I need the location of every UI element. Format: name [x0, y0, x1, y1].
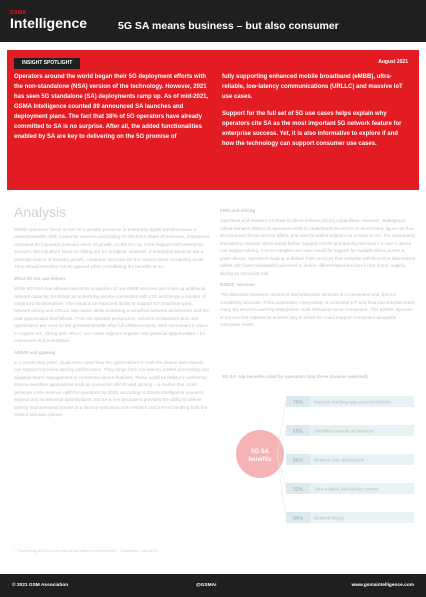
page-footer: [0, 574, 426, 597]
body-paragraph: The distinction between consumer and enterprise services is a convenient one, but not completely accurate. From automotive connectivity to consumer IoT and financial entertainment, many 5G services used by enterprises could ultimately serve consumers. This B2B2C dynamic is not new but represents another way in which SA could support consumers alongside enterprise users.: [220, 292, 416, 328]
benefit-category-label: Ultra-reliable, low-latency comms: [314, 486, 379, 492]
benefit-category-label: Network slicing: [314, 515, 344, 521]
body-paragraph: While 5G NSA has allowed operators to quickly roll out eMBB services and scale up additional network capacity, SA brings an underlying service connection with LTE and brings a number of enhanced functionalities. The result is an improved ability to support IoT (machine type), network slicing and URLLC use cases, while delivering a simplified network architecture and the cost optimization that follows. From an operator perspective, network architecture and cost optimization are cited as the greatest benefits after full enhancements. With consumers in place to support IoT, slicing and URLLC use cases support requires new potential opportunities – for consumers and enterprises.: [14, 286, 209, 344]
benefit-category-label: Network cost optimisation: [314, 457, 365, 463]
benefits-circle-label: benefits: [248, 457, 272, 463]
benefit-value-label: 60%: [292, 429, 304, 435]
chart-title: 5G SA: top benefits cited by operators (top three choices selected): [222, 374, 368, 379]
insight-spotlight-badge: INSIGHT SPOTLIGHT: [14, 58, 80, 69]
body-paragraph: In a recent blog post¹, Qualcomm noted how 5G optimizations in both the device and network can support improved latency performance. They range from low-latency packet processing and adaptive beam management to connected device features. These could be helpful in delivering latency-sensitive applications such as consumer AR/VR and gaming – a market that could generate a 6% revenue uplift for operators by 2025, according to GSMA Intelligence research. Beyond any incremental optimisations, 5G SA is key because it provides the ability to deliver latency improvements thanks to a latency-optimised core network and a RAN handling both the control and data planes.: [14, 360, 209, 418]
spotlight-column-right: [222, 72, 410, 157]
benefit-value-label: 56%: [292, 458, 304, 464]
brand-gsma: GSMA: [10, 10, 27, 16]
copyright: © 2021 GSM Association: [12, 583, 69, 588]
analysis-column-left: [14, 226, 210, 423]
brand-logo: Intelligence: [10, 15, 88, 31]
spotlight-column-left: [14, 72, 209, 150]
section-subheading: B2B2C services: [220, 281, 255, 287]
publication-date: August 2021: [378, 59, 408, 65]
spotlight-paragraph: Support for the full set of 5G use cases helps explain why operators cite SA as the most important 5G network feature for enterprise success. Yet, it is also informative to explore if and how the technology can support consumer use cases.: [222, 111, 402, 148]
website-link[interactable]: www.gsmaintelligence.com: [351, 583, 414, 588]
spotlight-paragraph: Operators around the world began their 5G deployment efforts with the non-standalone (NSA) version of the technology. However, 2021 has seen 5G standalone (SA) deployments ramp up. As of mid-2021, GSMA Intelligence counted 89 announced SA launches and deployment plans. The fact that 38% of 5G operators have already committed to SA is no surprise. After all, the added functionalities enabled by SA are key to delivering on the 5G promise of: [14, 74, 209, 141]
section-subheading: FWA and slicing: [220, 208, 256, 213]
benefit-category-label: Massive machine-type communications: [314, 399, 391, 405]
footnote: ¹ "Optimizing 5G for a new era of low-latency experiences", Qualcomm, July 2021: [14, 548, 159, 553]
body-paragraph: Mobile operators' focus on 5G for a greater presence in enterprise digital transformation is understandable. With consumer services accounting for the lion's share of revenues, enterprises represent an important potential driver of growth. As 5G SA can more support such enterprise services, the industry's focus on rolling out SA is logical. However, if enterprise services are a potential source of industry growth, consumer services are the current driver of industry scale. They should therefore not be ignored when considering the benefits of SA.: [14, 227, 210, 270]
analysis-column-right: [220, 207, 416, 333]
social-handle: @GSMAi: [196, 583, 217, 588]
analysis-heading: Analysis: [14, 204, 67, 220]
document-title: 5G SA means business – but also consumer: [118, 20, 339, 32]
benefit-value-label: 52%: [292, 487, 304, 493]
benefit-value-label: 44%: [292, 516, 304, 522]
benefit-category-label: Simplified network architecture: [314, 428, 374, 434]
page-header: [0, 0, 426, 42]
benefit-value-label: 70%: [292, 400, 304, 406]
section-subheading: What 5G SA can deliver: [14, 275, 66, 281]
benefits-chart: [222, 382, 416, 542]
section-subheading: AR/VR and gaming: [14, 349, 56, 355]
benefits-circle-label: 5G SA: [250, 449, 270, 455]
spotlight-paragraph: fully supporting enhanced mobile broadband (eMBB), ultra-reliable, low-latency communications (URLLC) and massive IoT use cases.: [222, 74, 403, 101]
body-paragraph: Operators and vendors continue to demo network slicing capabilities. However, widespread rollout remains distant as operators work to understand the return on investment, figure out how slicing would fit into service offers, and wait for added support via a move to SA. For consumers, low-latency network slices would further support AR/VR and gaming services if a user's device can support slicing. A more complex use case would be support for multiple slices across a given device. Operators looking to deliver FWA services that compete with fixed-line alternatives (albeit with lower bandwidth) will need to deliver differentiated services in the home, making slicing an important tool.: [220, 218, 416, 276]
